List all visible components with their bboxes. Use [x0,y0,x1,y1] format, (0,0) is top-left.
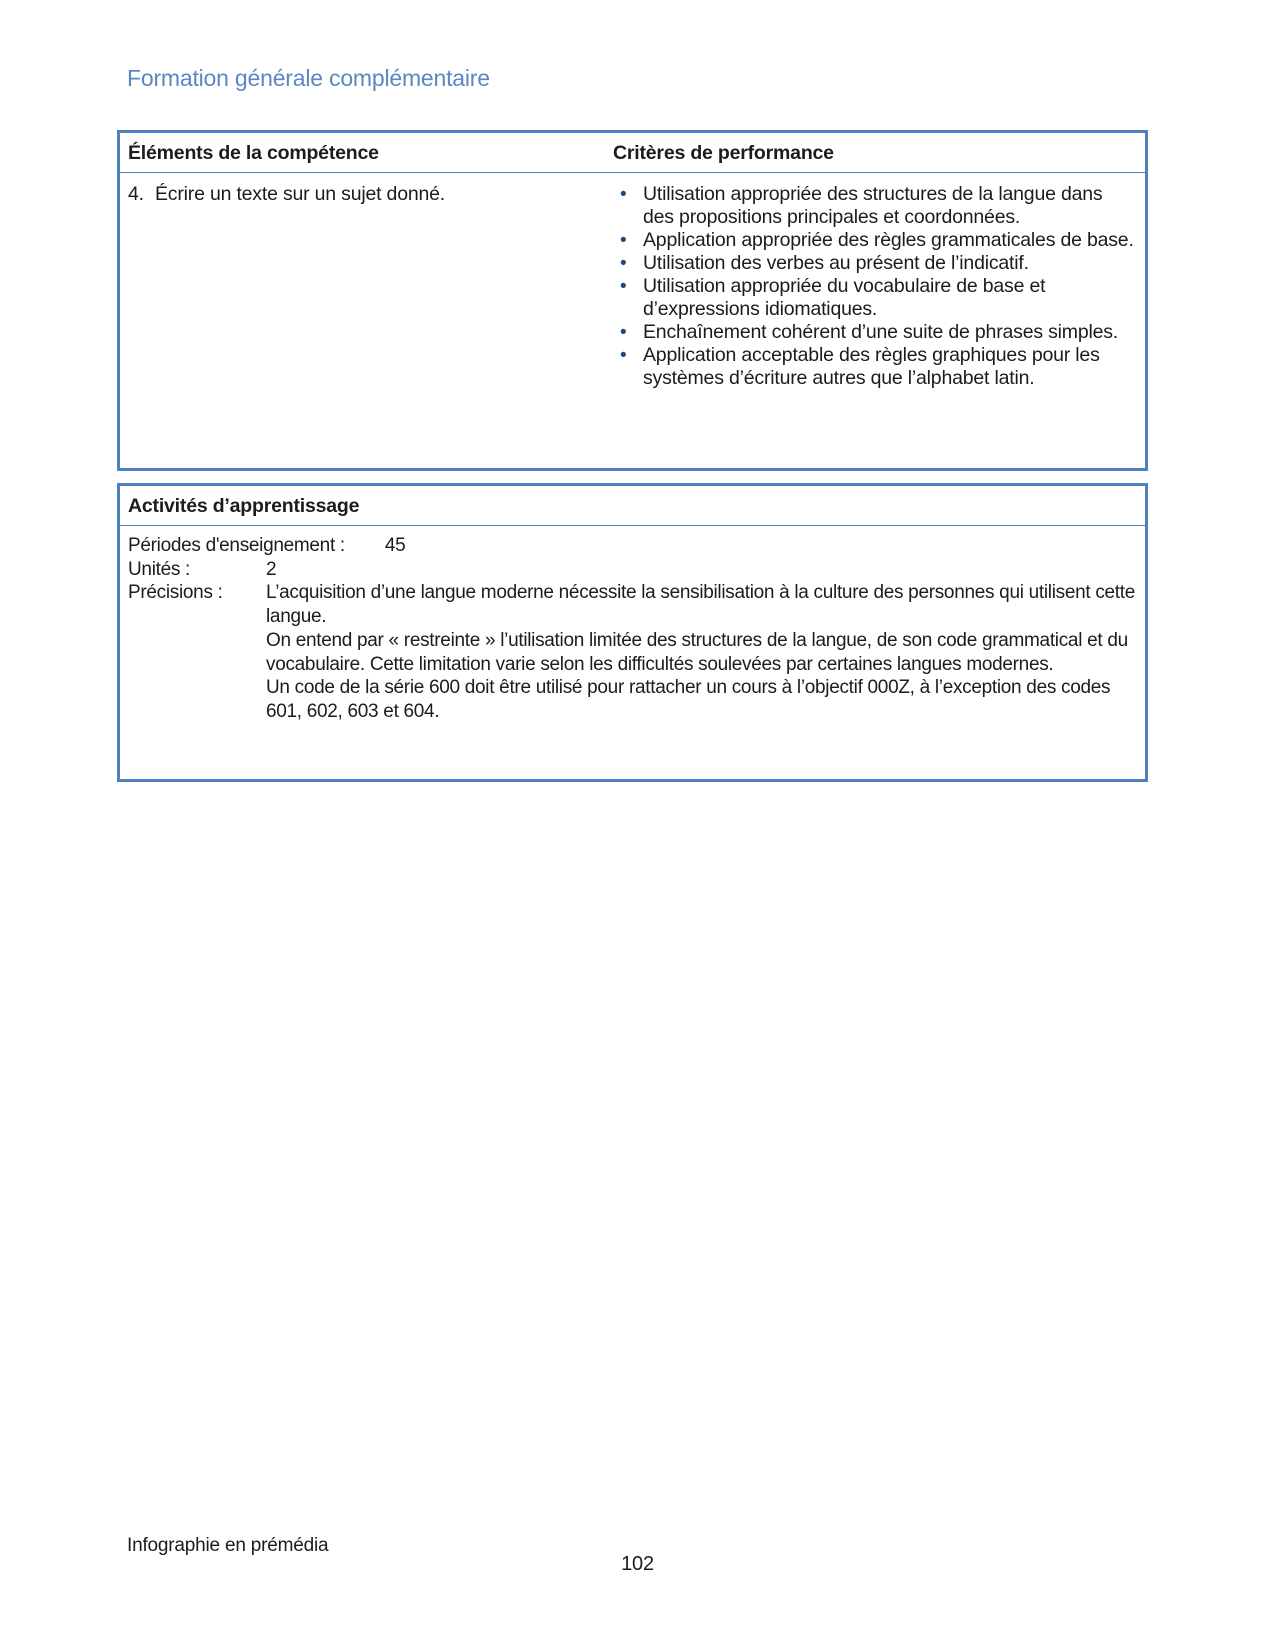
unites-value: 2 [266,558,277,580]
competence-table-body-row [120,173,1145,399]
page-header: Formation générale complémentaire [127,65,490,91]
activities-table-header: Activités d’apprentissage [120,486,1145,526]
criterion-item [620,321,1137,344]
criterion-item [620,229,1137,252]
periodes-row [128,534,1137,558]
periodes-label: Périodes d'enseignement : [128,535,345,556]
footer-program-name: Infographie en prémédia [127,1535,329,1556]
column-header-elements: Éléments de la compétence [128,142,379,164]
precisions-label: Précisions : [128,582,223,604]
bullet-icon: • [620,276,627,297]
criteria-cell [605,173,1145,399]
bullet-icon: • [620,230,627,251]
activities-table [117,483,1148,782]
precisions-row [128,581,1137,723]
bullet-icon: • [620,322,627,343]
bullet-icon: • [620,253,627,274]
precisions-paragraph: L’acquisition d’une langue moderne nécessite la sensibilisation à la culture des personnes qui utilisent cette langue. [266,582,1136,628]
criterion-text: Utilisation appropriée des structures de la langue dans des propositions principales et coordonnées. [643,183,1103,228]
criterion-text: Application appropriée des règles grammaticales de base. [643,229,1134,251]
periodes-value: 45 [384,535,406,556]
element-number: 4. [128,183,144,205]
precisions-text [266,581,1137,723]
element-cell [120,173,605,399]
criteria-list [613,183,1137,390]
criterion-text: Enchaînement cohérent d’une suite de phrases simples. [643,321,1119,343]
criterion-text: Utilisation appropriée du vocabulaire de base et d’expressions idiomatiques. [643,275,1046,320]
activities-table-body [120,526,1145,736]
criterion-item [620,183,1137,229]
criterion-item [620,344,1137,390]
column-header-criteres: Critères de performance [613,142,834,164]
criterion-item [620,275,1137,321]
element-text: Écrire un texte sur un sujet donné. [155,183,446,205]
page-number: 102 [621,1553,654,1575]
precisions-paragraph: On entend par « restreinte » l’utilisation limitée des structures de la langue, de son code grammatical et du vocabulaire. Cette limitation varie selon les difficultés soulevées par certaines langues modernes. [266,629,1128,675]
competence-table [117,130,1148,471]
precisions-paragraph: Un code de la série 600 doit être utilisé pour rattacher un cours à l’objectif 000Z, à l’exception des codes 601, 602, 603 et 604. [266,677,1111,722]
bullet-icon: • [620,184,627,205]
competence-table-header-row [120,133,1145,173]
unites-row [128,558,1137,582]
criterion-text: Utilisation des verbes au présent de l’indicatif. [643,252,1029,274]
unites-label: Unités : [128,558,191,580]
bullet-icon: • [620,345,627,366]
criterion-item [620,252,1137,275]
criterion-text: Application acceptable des règles graphiques pour les systèmes d’écriture autres que l’alphabet latin. [643,344,1100,389]
